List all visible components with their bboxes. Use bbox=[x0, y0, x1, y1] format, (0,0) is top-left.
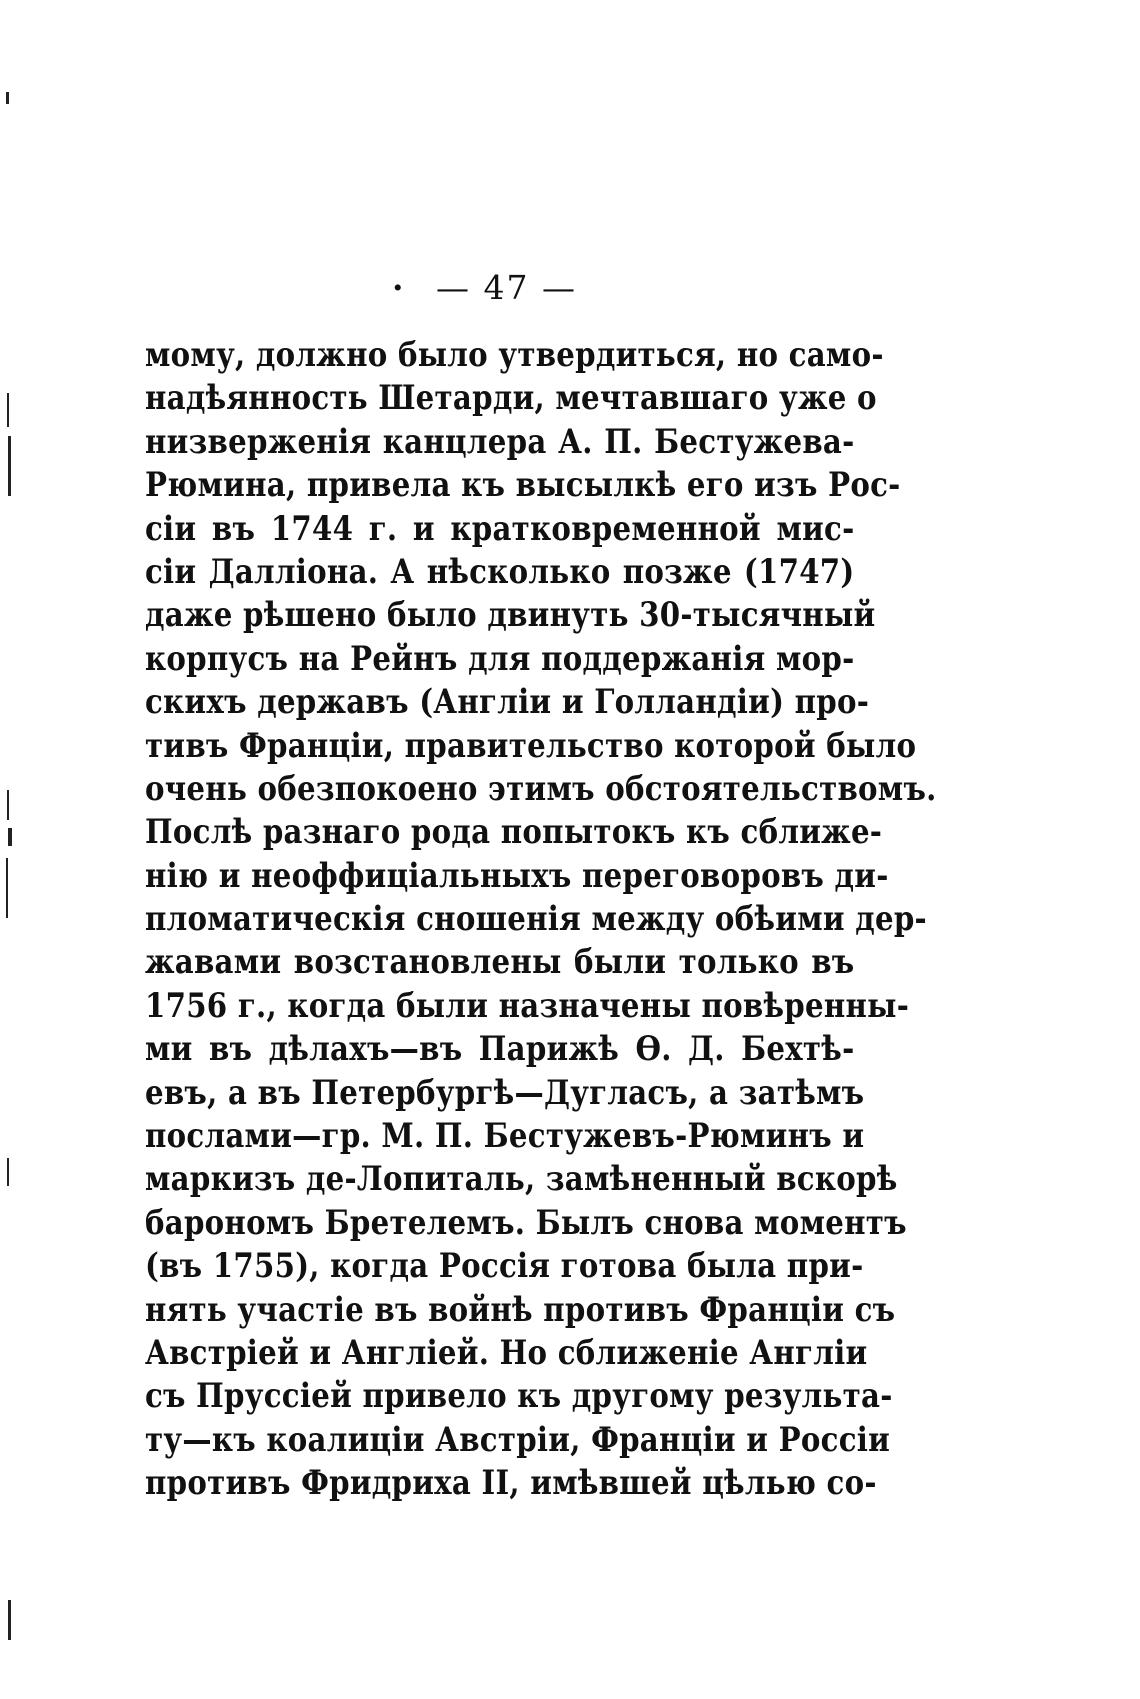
text-line: нять участіе въ войнѣ противъ Франціи съ bbox=[145, 1289, 896, 1330]
text-line: Австріей и Англіей. Но сближеніе Англіи bbox=[145, 1332, 868, 1373]
scan-mark bbox=[8, 436, 11, 496]
text-line: жавами возстановлены были только въ bbox=[145, 942, 855, 983]
header-dot: · bbox=[392, 268, 406, 307]
scan-mark bbox=[7, 790, 9, 820]
text-line: съ Пруссіей привело къ другому результа- bbox=[145, 1376, 893, 1417]
scan-mark bbox=[8, 1600, 11, 1640]
text-line: сіи въ 1744 г. и кратковременной мис- bbox=[145, 508, 855, 549]
text-line: (въ 1755), когда Россія готова была при- bbox=[145, 1246, 864, 1287]
text-line: Послѣ разнаго рода попытокъ къ сближе- bbox=[145, 812, 883, 853]
scan-mark bbox=[6, 92, 9, 104]
scan-mark bbox=[8, 828, 12, 846]
scan-mark bbox=[7, 1158, 9, 1186]
text-line: мому, должно было утвердиться, но само- bbox=[145, 335, 884, 375]
text-line: 1756 г., когда были назначены повѣренны- bbox=[145, 985, 910, 1026]
text-line: скихъ державъ (Англіи и Голландіи) про- bbox=[145, 682, 870, 723]
page-number: — 47 — bbox=[436, 268, 577, 307]
text-line: тивъ Франціи, правительство которой было bbox=[145, 725, 917, 766]
scan-mark bbox=[7, 393, 9, 427]
text-line: сіи Далліона. А нѣсколько позже (1747) bbox=[145, 551, 855, 592]
text-line: Рюмина, привела къ высылкѣ его изъ Рос- bbox=[145, 465, 901, 506]
text-line: послами—гр. М. П. Бестужевъ-Рюминъ и bbox=[145, 1116, 865, 1157]
text-line: противъ Фридриха II, имѣвшей цѣлью со- bbox=[145, 1463, 877, 1504]
text-line: ми въ дѣлахъ—въ Парижѣ Ѳ. Д. Бехтѣ- bbox=[145, 1029, 855, 1070]
text-line: барономъ Бретелемъ. Былъ снова моментъ bbox=[145, 1202, 907, 1243]
text-line: корпусъ на Рейнъ для поддержанія мор- bbox=[145, 638, 855, 679]
text-line: даже рѣшено было двинуть 30-тысячный bbox=[145, 595, 876, 636]
body-text bbox=[145, 334, 937, 1506]
text-line: ту—къ коалиціи Австріи, Франціи и Россіи bbox=[145, 1419, 891, 1460]
scan-mark bbox=[6, 858, 8, 918]
text-line: пломатическія сношенія между обѣими дер- bbox=[145, 899, 927, 940]
text-line: маркизъ де-Лопиталь, замѣненный вскорѣ bbox=[145, 1159, 898, 1200]
text-line: низверженія канцлера А. П. Бестужева- bbox=[145, 421, 855, 462]
text-line: евъ, а въ Петербургѣ—Дугласъ, а затѣмъ bbox=[145, 1072, 865, 1113]
text-line: нію и неоффиціальныхъ переговоровъ ди- bbox=[145, 855, 889, 896]
text-line: надѣянность Шетарди, мечтавшаго уже о bbox=[145, 378, 877, 419]
text-line: очень обезпокоено этимъ обстоятельствомъ. bbox=[145, 768, 937, 809]
